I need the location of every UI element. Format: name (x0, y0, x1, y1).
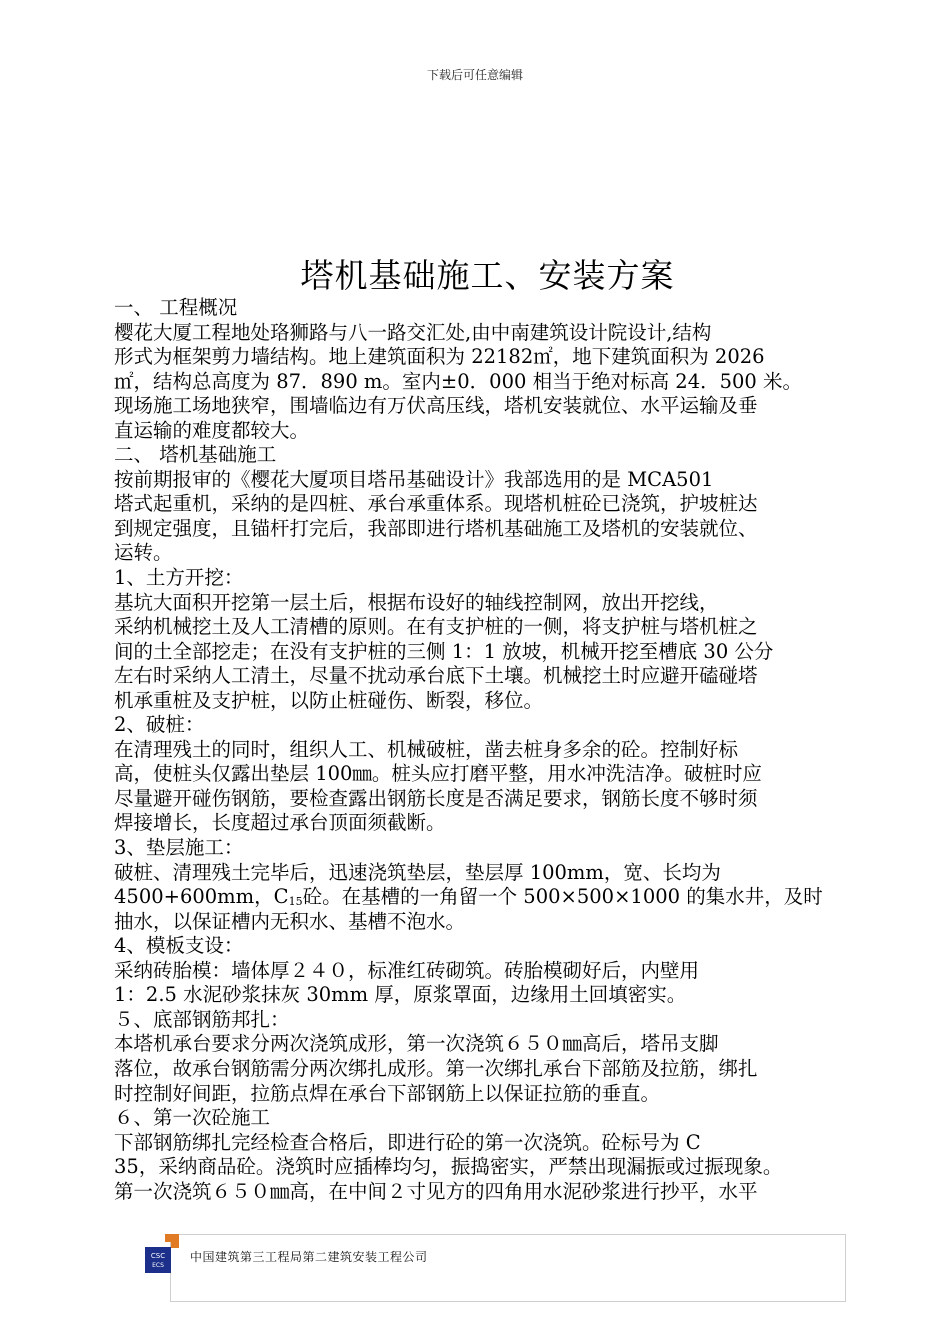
paragraph-line: 基坑大面积开挖第一层土后，根据布设好的轴线控制网，放出开挖线， (114, 590, 719, 614)
paragraph-line: 形式为框架剪力墙结构。地上建筑面积为 22182㎡，地下建筑面积为 2026 (114, 345, 765, 369)
concrete-grade-subscript: 15 (288, 895, 303, 909)
svg-text:CSC: CSC (150, 1252, 166, 1260)
paragraph-line: 在清理残土的同时，组织人工、机械破桩，凿去桩身多余的砼。控制好标 (114, 737, 739, 761)
paragraph-line: 时控制好间距，拉筋点焊在承台下部钢筋上以保证拉筋的垂直。 (114, 1081, 661, 1105)
paragraph-line: 本塔机承台要求分两次浇筑成形，第一次浇筑６５０㎜高后，塔吊支脚 (114, 1032, 719, 1056)
paragraph-line: 落位，故承台钢筋需分两次绑扎成形。第一次绑扎承台下部筋及拉筋，绑扎 (114, 1056, 758, 1080)
paragraph-line: 焊接增长，长度超过承台顶面须截断。 (114, 811, 446, 835)
paragraph-line: 左右时采纳人工清土，尽量不扰动承台底下土壤。机械挖土时应避开磕碰塔 (114, 664, 758, 688)
footer-company-name: 中国建筑第三工程局第二建筑安装工程公司 (190, 1250, 428, 1264)
line-start: 4500+600mm，C (114, 885, 289, 909)
subsection-heading: 4、模板支设： (114, 934, 244, 958)
subsection-heading: 1、土方开挖： (114, 566, 244, 590)
paragraph-line: 抽水，以保证槽内无积水、基槽不泡水。 (114, 909, 466, 933)
paragraph-line: 塔式起重机，采纳的是四桩、承台承重体系。现塔机桩砼已浇筑，护坡桩达 (114, 492, 758, 516)
paragraph-line: 樱花大厦工程地处珞狮路与八一路交汇处,由中南建筑设计院设计,结构 (114, 320, 712, 344)
paragraph-line: 按前期报审的《樱花大厦项目塔吊基础设计》我部选用的是 MCA501 (114, 467, 714, 491)
paragraph-line: 第一次浇筑６５０㎜高，在中间２寸见方的四角用水泥砂浆进行抄平，水平 (114, 1179, 758, 1203)
download-note: 下载后可任意编辑 (426, 68, 523, 82)
subsection-heading: ６、第一次砼施工 (114, 1106, 271, 1130)
section-heading: 二、 塔机基础施工 (114, 443, 277, 467)
footer-frame (170, 1234, 846, 1302)
paragraph-line: 机承重桩及支护桩，以防止桩碰伤、断裂，移位。 (114, 688, 544, 712)
company-logo-icon (145, 1234, 179, 1274)
document-body (114, 296, 864, 1204)
paragraph-line: 运转。 (114, 541, 173, 565)
line-end: 砼。在基槽的一角留一个 500×500×1000 的集水井，及时 (302, 885, 823, 909)
section-heading: 一、 工程概况 (114, 296, 238, 319)
paragraph-line: 间的土全部挖走；在没有支护桩的三侧 1：1 放坡，机械开挖至槽底 30 公分 (114, 639, 774, 663)
paragraph-line: 破桩、清理残土完毕后，迅速浇筑垫层，垫层厚 100mm，宽、长均为 (114, 860, 721, 884)
paragraph-line: 1：2.5 水泥砂浆抹灰 30mm 厚，原浆罩面，边缘用土回填密实。 (114, 983, 687, 1007)
paragraph-line-with-subscript (114, 885, 864, 910)
paragraph-line: 采纳机械挖土及人工清槽的原则。在有支护桩的一侧，将支护桩与塔机桩之 (114, 615, 758, 639)
paragraph-line: 到规定强度，且锚杆打完后，我部即进行塔机基础施工及塔机的安装就位、 (114, 516, 758, 540)
paragraph-line: 现场施工场地狭窄，围墙临边有万伏高压线，塔机安装就位、水平运输及垂 (114, 394, 758, 418)
subsection-heading: 3、垫层施工： (114, 836, 244, 860)
paragraph-line: 35，采纳商品砼。浇筑时应插棒均匀，振捣密实，严禁出现漏振或过振现象。 (114, 1155, 783, 1179)
paragraph-line: 尽量避开碰伤钢筋，要检查露出钢筋长度是否满足要求，钢筋长度不够时须 (114, 786, 758, 810)
paragraph-line: ㎡，结构总高度为 87．890 m。室内±0．000 相当于绝对标高 24．500 米。 (114, 369, 803, 393)
paragraph-line: 下部钢筋绑扎完经检查合格后，即进行砼的第一次浇筑。砼标号为 C (114, 1130, 701, 1154)
svg-text:ECS: ECS (152, 1262, 164, 1269)
document-title: 塔机基础施工、安装方案 (300, 256, 675, 295)
subsection-heading: ５、底部钢筋邦扎： (114, 1007, 290, 1031)
paragraph-line: 采纳砖胎模：墙体厚２４０，标准红砖砌筑。砖胎模砌好后，内壁用 (114, 958, 700, 982)
subsection-heading: 2、破桩： (114, 713, 205, 737)
paragraph-line: 高，使桩头仅露出垫层 100㎜。桩头应打磨平整，用水冲洗洁净。破桩时应 (114, 762, 762, 786)
paragraph-line: 直运输的难度都较大。 (114, 418, 310, 442)
